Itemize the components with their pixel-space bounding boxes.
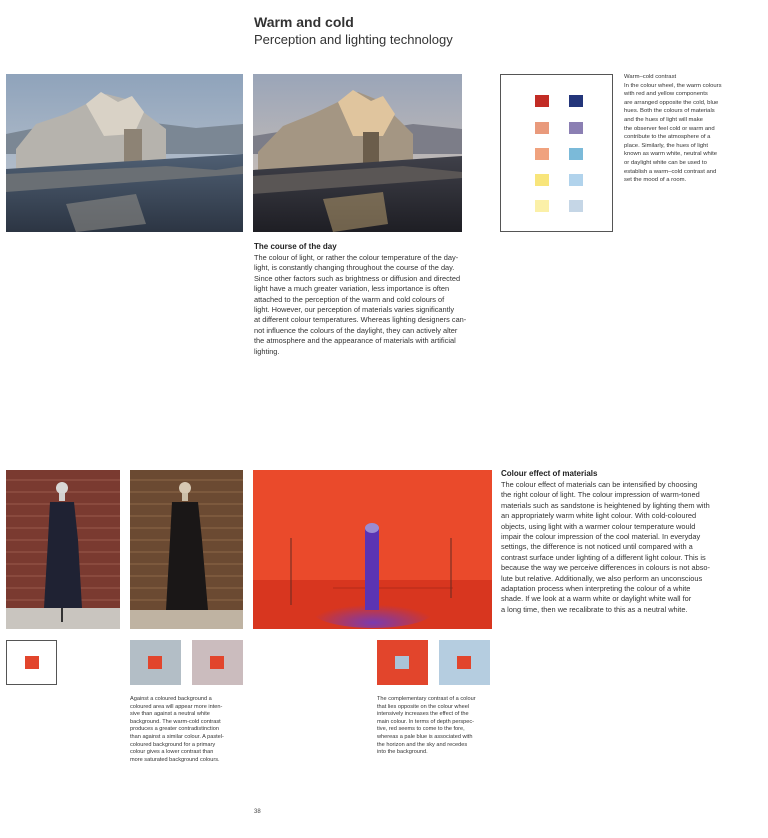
red-on-pinkish-grey-swatch <box>192 640 243 685</box>
pale-blue-square <box>395 656 409 669</box>
course-of-day-text: The colour of light, or rather the colour temperature of the day- light, is constantly changing throughout the course of the day. Since other factors such as brightness or diffusion and directed light have a much greater variation, less importance is often attached to the perception of the warm and cold colours of light. However, our perception of materials varies significantly at different colour temperatures. Whereas lighting designers can- not influence the colours of the daylight, they can actively alter the atmosphere and the appearance of materials with artificial lighting. <box>254 253 467 356</box>
cold-swatch-2 <box>569 122 583 134</box>
page-number: 38 <box>254 809 261 815</box>
red-square <box>25 656 39 669</box>
page-subtitle: Perception and lighting technology <box>254 32 453 47</box>
red-square <box>210 656 224 669</box>
red-square <box>148 656 162 669</box>
contrast-caption-right: The complementary contrast of a colour that lies opposite on the colour wheel intensively increases the effect of the main colour. In terms of depth perspec- tive, red seems to come to the fore, whereas a pale blue is associated with the horizon and the sky and recedes into the background. <box>377 696 476 756</box>
contrast-caption-left: Against a coloured background a coloured area will appear more inten- sive than against a neutral white background. The warm-cold contrast produces a greater contradistinction than against a similar colour. A pastel- coloured background for a primary colour gives a lower contrast than more saturated background colours. <box>130 696 224 763</box>
dress-cold-light-photo <box>6 470 120 629</box>
blue-on-red-swatch <box>377 640 428 685</box>
warm-swatch-5 <box>535 200 549 212</box>
guggenheim-dusk-photo <box>253 74 462 232</box>
colour-contrast-swatch-box <box>500 74 613 232</box>
cold-swatch-5 <box>569 200 583 212</box>
warm-swatch-4 <box>535 174 549 186</box>
warm-swatch-3 <box>535 148 549 160</box>
dress-warm-light-photo <box>130 470 243 629</box>
guggenheim-daylight-photo <box>6 74 243 232</box>
colour-effect-heading: Colour effect of materials <box>501 469 598 478</box>
warm-swatch-1 <box>535 95 549 107</box>
red-on-pale-blue-swatch <box>439 640 490 685</box>
cold-swatch-4 <box>569 174 583 186</box>
cold-swatch-3 <box>569 148 583 160</box>
warm-cold-contrast-note: Warm–cold contrast In the colour wheel, the warm colours with red and yellow components are arranged opposite the cold, blue hues. Both the colours of materials and the hues of light will make the observer feel cold or warm and contribute to the atmosphere of a place. Similarly, the hues of light known as warm white, neutral white or daylight white can be used to establish a warm–cold contrast and set the mood of a room. <box>624 74 722 184</box>
cold-swatch-1 <box>569 95 583 107</box>
red-on-grey-blue-swatch <box>130 640 181 685</box>
warm-swatch-2 <box>535 122 549 134</box>
red-on-white-swatch <box>6 640 57 685</box>
page-title: Warm and cold <box>254 14 354 30</box>
course-of-day-heading: The course of the day <box>254 242 337 251</box>
colour-effect-text: The colour effect of materials can be intensified by choosing the right colour of light. The colour impression of warm-toned materials such as sandstone is heightened by lighting them with an appropriately warm white light colour. With cold-coloured objects, using light with a warmer colour temperature would impair the colour impression of the cool material. In everyday settings, the difference is not noticed until compared with a contrast surface under lighting of a different light colour. This is because the way we perceive differences in colours is not abso- lute but relative. Additionally, we also perform an unconscious adaptation process when interpreting the colour of a white shade. If we look at a warm white or daylight white wall for a long time, then we recalibrate to this as a neutral white. <box>501 480 710 614</box>
red-square <box>457 656 471 669</box>
red-room-installation-photo <box>253 470 492 629</box>
